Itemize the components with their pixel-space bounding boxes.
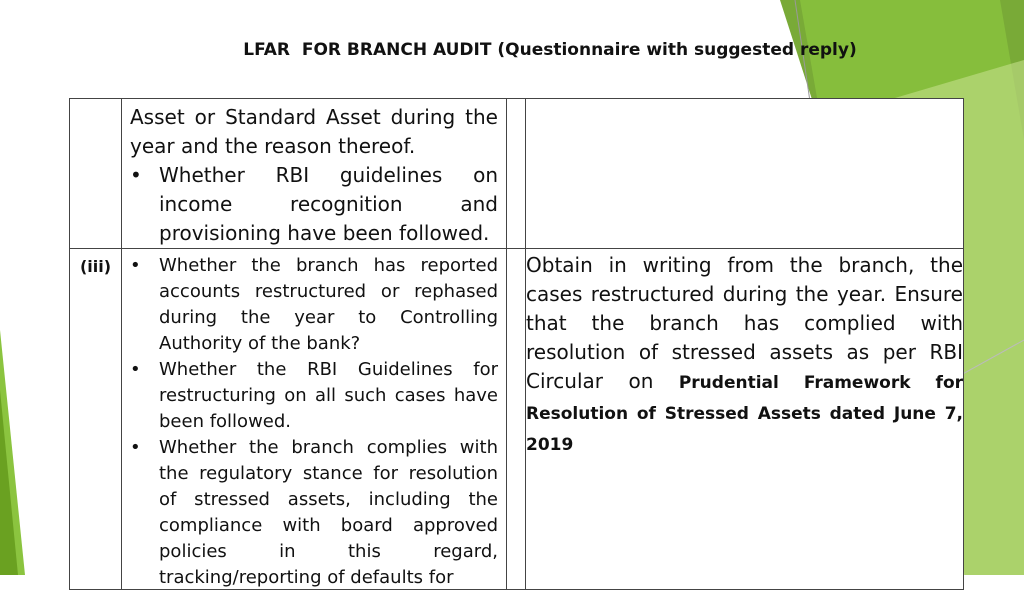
question-cell (122, 99, 507, 249)
spacer-cell (507, 99, 526, 249)
reply-cell (526, 99, 964, 249)
list-item: • Whether RBI guidelines on income recognition and provisioning have been followed. (130, 163, 498, 245)
reply-cell (526, 249, 964, 590)
question-text: Asset or Standard Asset during the year and the reason thereof. (130, 105, 498, 158)
suggested-reply: Obtain in writing from the branch, the cases restructured during the year. Ensure that the branch has complied with resolution of stressed assets as per RBI Circular on Prudential Framework for Resolution of Stressed Assets dated June 7, 2019 (526, 253, 964, 455)
page-title: LFAR FOR BRANCH AUDIT (Questionnaire with suggested reply) (243, 40, 857, 60)
bullet-icon: • (130, 359, 141, 380)
bullet-icon: • (130, 163, 142, 187)
row-number: (iii) (70, 249, 122, 590)
questionnaire-table (69, 98, 964, 590)
bullet-icon: • (130, 255, 141, 276)
question-cell (122, 249, 507, 590)
list-item: • Whether the branch has reported accounts restructured or rephased during the year to Controlling Authority of the bank? (130, 255, 498, 354)
bullet-list (130, 161, 498, 248)
bullet-icon: • (130, 437, 141, 458)
table-row (70, 249, 964, 590)
spacer-cell (507, 249, 526, 590)
bullet-list (130, 253, 498, 588)
list-item: • Whether the RBI Guidelines for restructuring on all such cases have been followed. (130, 359, 498, 432)
row-number (70, 99, 122, 249)
table-row (70, 99, 964, 249)
list-item: • Whether the branch complies with the regulatory stance for resolution of stressed assets, including the compliance with board approved policies in this regard, tracking/reporting of defaults for (130, 437, 498, 588)
